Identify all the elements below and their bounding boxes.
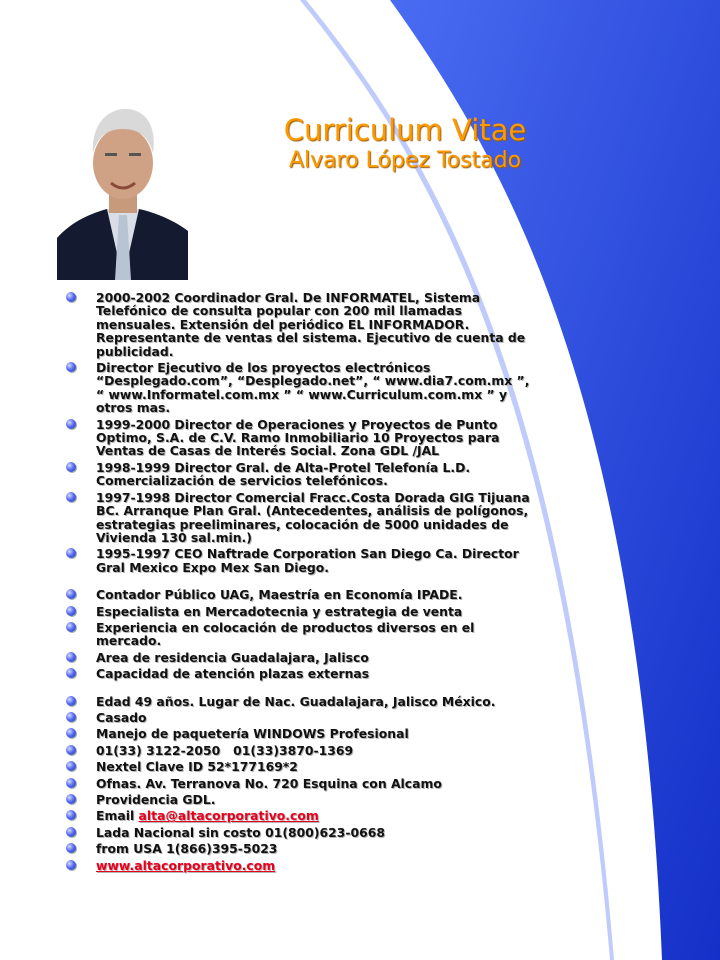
bullet-icon (66, 462, 76, 472)
bullet-icon (66, 622, 76, 632)
profile-photo (57, 103, 188, 280)
list-item: Area de residencia Guadalajara, Jalisco (62, 651, 532, 664)
bullet-icon (66, 589, 76, 599)
experience-list (62, 291, 532, 574)
bullet-icon (66, 810, 76, 820)
page-title: Curriculum Vitae (283, 113, 527, 147)
list-item-email: Email alta@altacorporativo.com (62, 809, 532, 822)
list-item-status: Casado (62, 711, 532, 724)
list-item: 2000-2002 Coordinador Gral. De INFORMATEL, Sistema Telefónico de consulta popular con 200 mil llamadas mensuales. Extensión del periódico EL INFORMADOR. Representante de ventas del sistema. Ejecutivo de cuenta de publicidad. (62, 291, 532, 358)
list-item-nextel: Nextel Clave ID 52*177169*2 (62, 760, 532, 773)
bullet-icon (66, 761, 76, 771)
person-name: Alvaro López Tostado (288, 148, 522, 173)
list-item: Contador Público UAG, Maestría en Economía IPADE. (62, 588, 532, 601)
list-item: 1999-2000 Director de Operaciones y Proyectos de Punto Optimo, S.A. de C.V. Ramo Inmobiliario 10 Proyectos para Ventas de Casas de Interés Social. Zona GDL /JAL (62, 418, 532, 458)
email-link[interactable]: alta@altacorporativo.com (138, 808, 319, 824)
website-link[interactable]: www.altacorporativo.com (96, 857, 276, 873)
bullet-icon (66, 652, 76, 662)
list-item-website (62, 859, 532, 872)
bullet-icon (66, 827, 76, 837)
personal-list (62, 695, 532, 872)
bullet-icon (66, 778, 76, 788)
list-item-phones: 01(33) 3122-2050 01(33)3870-1369 (62, 744, 532, 757)
bullet-icon (66, 860, 76, 870)
list-item: 1995-1997 CEO Naftrade Corporation San Diego Ca. Director Gral Mexico Expo Mex San Diego. (62, 547, 532, 574)
list-item-usa: from USA 1(866)395-5023 (62, 842, 532, 855)
bullet-icon (66, 668, 76, 678)
bullet-icon (66, 728, 76, 738)
list-item-software: Manejo de paquetería WINDOWS Profesional (62, 727, 532, 740)
bullet-icon (66, 794, 76, 804)
list-item: Especialista en Mercadotecnia y estrategia de venta (62, 605, 532, 618)
list-item: 1997-1998 Director Comercial Fracc.Costa Dorada GIG Tijuana BC. Arranque Plan Gral. (Antecedentes, análisis de polígonos, estrategias preeliminares, colocación de 5000 unidades de Vivienda 130 sal.min.) (62, 491, 532, 545)
bullet-icon (66, 843, 76, 853)
bullet-icon (66, 696, 76, 706)
title-block (200, 113, 610, 175)
bullet-icon (66, 362, 76, 372)
bullet-icon (66, 492, 76, 502)
list-item: Capacidad de atención plazas externas (62, 667, 532, 680)
list-item-age: Edad 49 años. Lugar de Nac. Guadalajara, Jalisco México. (62, 695, 532, 708)
bullet-icon (66, 548, 76, 558)
list-item-city: Providencia GDL. (62, 793, 532, 806)
bullet-icon (66, 292, 76, 302)
bullet-icon (66, 419, 76, 429)
list-item-toll-free: Lada Nacional sin costo 01(800)623-0668 (62, 826, 532, 839)
bullet-icon (66, 745, 76, 755)
cv-content (62, 291, 532, 875)
list-item-office: Ofnas. Av. Terranova No. 720 Esquina con Alcamo (62, 777, 532, 790)
bullet-icon (66, 712, 76, 722)
list-item: 1998-1999 Director Gral. de Alta-Protel Telefonía L.D. Comercialización de servicios telefónicos. (62, 461, 532, 488)
list-item: Director Ejecutivo de los proyectos electrónicos “Desplegado.com”, “Desplegado.net”, “ www.dia7.com.mx ”, “ www.Informatel.com.mx ” “ www.Curriculum.com.mx ” y otros mas. (62, 361, 532, 415)
bullet-icon (66, 606, 76, 616)
list-item: Experiencia en colocación de productos diversos en el mercado. (62, 621, 532, 648)
profile-list (62, 588, 532, 680)
